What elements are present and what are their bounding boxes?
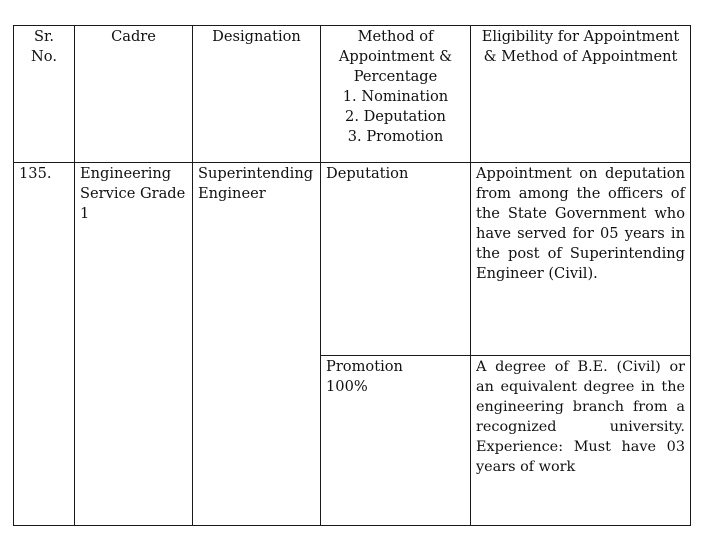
header-method (321, 26, 471, 163)
cell-designation (193, 163, 321, 526)
header-designation-label: Designation (212, 28, 301, 45)
header-cadre-label: Cadre (111, 28, 156, 45)
method-promotion-percentage: 100% (326, 378, 368, 395)
eligibility-promotion-clip (476, 357, 685, 477)
cadre-value: Engineering Service Grade 1 (80, 165, 186, 222)
header-eligibility (471, 26, 691, 163)
designation-value: Superintending Engineer (198, 165, 314, 202)
header-cadre (75, 26, 193, 163)
header-sr-no (14, 26, 75, 163)
cell-cadre (75, 163, 193, 526)
method-option-promotion: 3. Promotion (347, 128, 444, 145)
recruitment-rules-table (13, 25, 691, 526)
method-option-deputation: 2. Deputation (345, 108, 446, 125)
sr-no-value: 135. (19, 165, 52, 182)
method-deputation-value: Deputation (326, 165, 409, 182)
header-eligibility-label: Eligibility for Appointment & Method of Appointment (481, 28, 680, 65)
method-option-nomination: 1. Nomination (342, 88, 449, 105)
eligibility-deputation-text: Appointment on deputation from among the officers of the State Government who have served for 05 years in the post of Superintending Engineer (Civil). (476, 165, 685, 282)
header-sr-no-label: Sr. No. (31, 28, 57, 65)
method-promotion-value: Promotion (326, 358, 403, 375)
table-row (14, 163, 691, 356)
table-header-row (14, 26, 691, 163)
cell-eligibility-promotion (471, 356, 691, 526)
cell-method-promotion (321, 356, 471, 526)
header-designation (193, 26, 321, 163)
cell-sr-no (14, 163, 75, 526)
eligibility-promotion-text: A degree of B.E. (Civil) or an equivalent degree in the engineering branch from a recognized university. Experience: Must have 03 years of work (476, 359, 685, 475)
cell-eligibility-deputation (471, 163, 691, 356)
header-method-title: Method of Appointment & Percentage (338, 28, 453, 85)
cell-method-deputation (321, 163, 471, 356)
